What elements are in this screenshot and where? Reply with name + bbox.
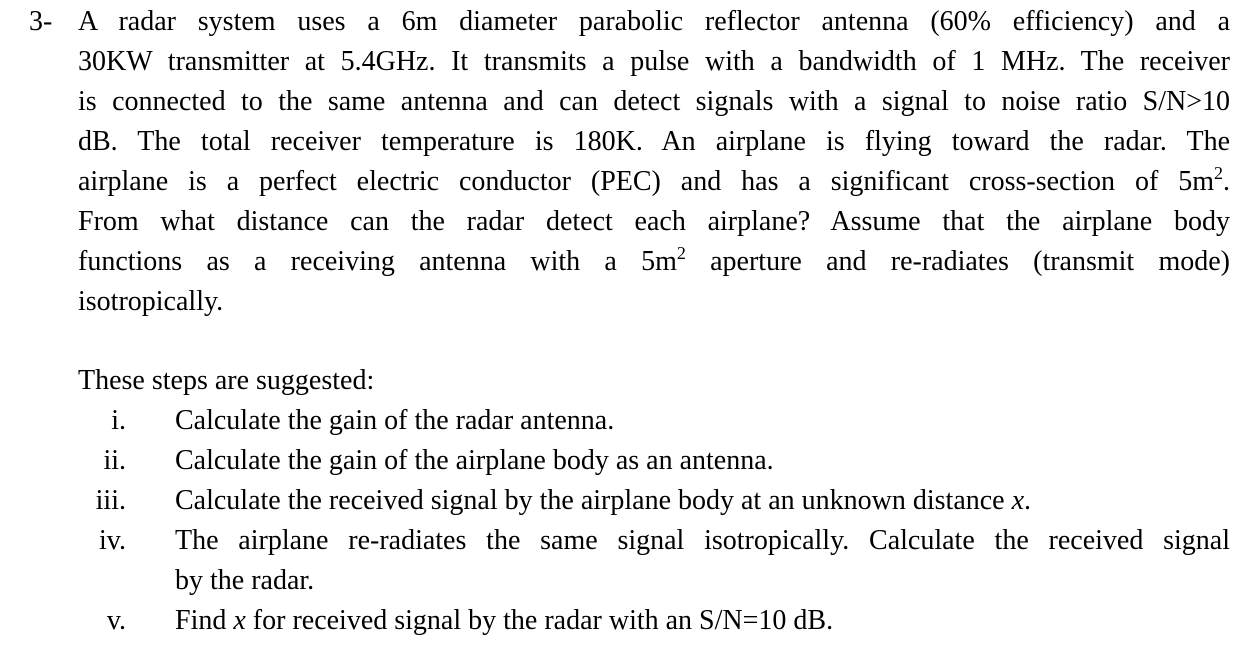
superscript-2: 2 — [676, 243, 686, 263]
step-text-part: Find — [175, 605, 234, 636]
problem-line-5 — [78, 162, 1230, 202]
steps-intro: These steps are suggested: — [78, 365, 375, 396]
problem-line-5-text: airplane is a perfect electric conductor (PEC) and has a significant cross-section of 5m — [78, 166, 1214, 197]
variable-x: x — [1011, 485, 1025, 516]
step-text-part: Calculate the received signal by the airplane body at an unknown distance — [175, 485, 1012, 516]
variable-x: x — [233, 605, 246, 636]
step-number: iii. — [95, 485, 126, 516]
problem-line-6: From what distance can the radar detect each airplane? Assume that the airplane body — [78, 206, 1230, 237]
problem-line-7-text: functions as a receiving antenna with a 5m — [78, 246, 677, 277]
problem-line-2: 30KW transmitter at 5.4GHz. It transmits a pulse with a bandwidth of 1 MHz. The receiver — [78, 46, 1230, 77]
problem-line-5-tail: . — [1223, 166, 1230, 197]
problem-line-7-tail: aperture and re-radiates (transmit mode) — [685, 246, 1230, 277]
step-number: v. — [106, 605, 126, 636]
step-number: iv. — [99, 525, 126, 556]
problem-line-8: isotropically. — [78, 286, 224, 317]
problem-line-3: is connected to the same antenna and can detect signals with a signal to noise ratio S/N>10 — [78, 86, 1230, 117]
step-number: i. — [111, 405, 126, 436]
step-text: Calculate the gain of the radar antenna. — [175, 405, 615, 436]
question-number: 3- — [29, 6, 53, 37]
step-text-part: . — [1024, 485, 1032, 516]
step-text — [175, 601, 833, 641]
problem-line-4: dB. The total receiver temperature is 180K. An airplane is flying toward the radar. The — [78, 126, 1230, 157]
step-number: ii. — [103, 445, 126, 476]
step-text-line-2: by the radar. — [175, 565, 315, 596]
step-text — [175, 481, 1031, 521]
step-text: Calculate the gain of the airplane body as an antenna. — [175, 445, 774, 476]
problem-line-7 — [78, 242, 1230, 282]
step-text-line-1: The airplane re-radiates the same signal isotropically. Calculate the received signal — [175, 525, 1230, 556]
superscript-2: 2 — [1214, 163, 1223, 183]
problem-line-1: A radar system uses a 6m diameter parabolic reflector antenna (60% efficiency) and a — [78, 6, 1230, 37]
step-text-part: for received signal by the radar with an S/N=10 dB. — [245, 605, 834, 636]
